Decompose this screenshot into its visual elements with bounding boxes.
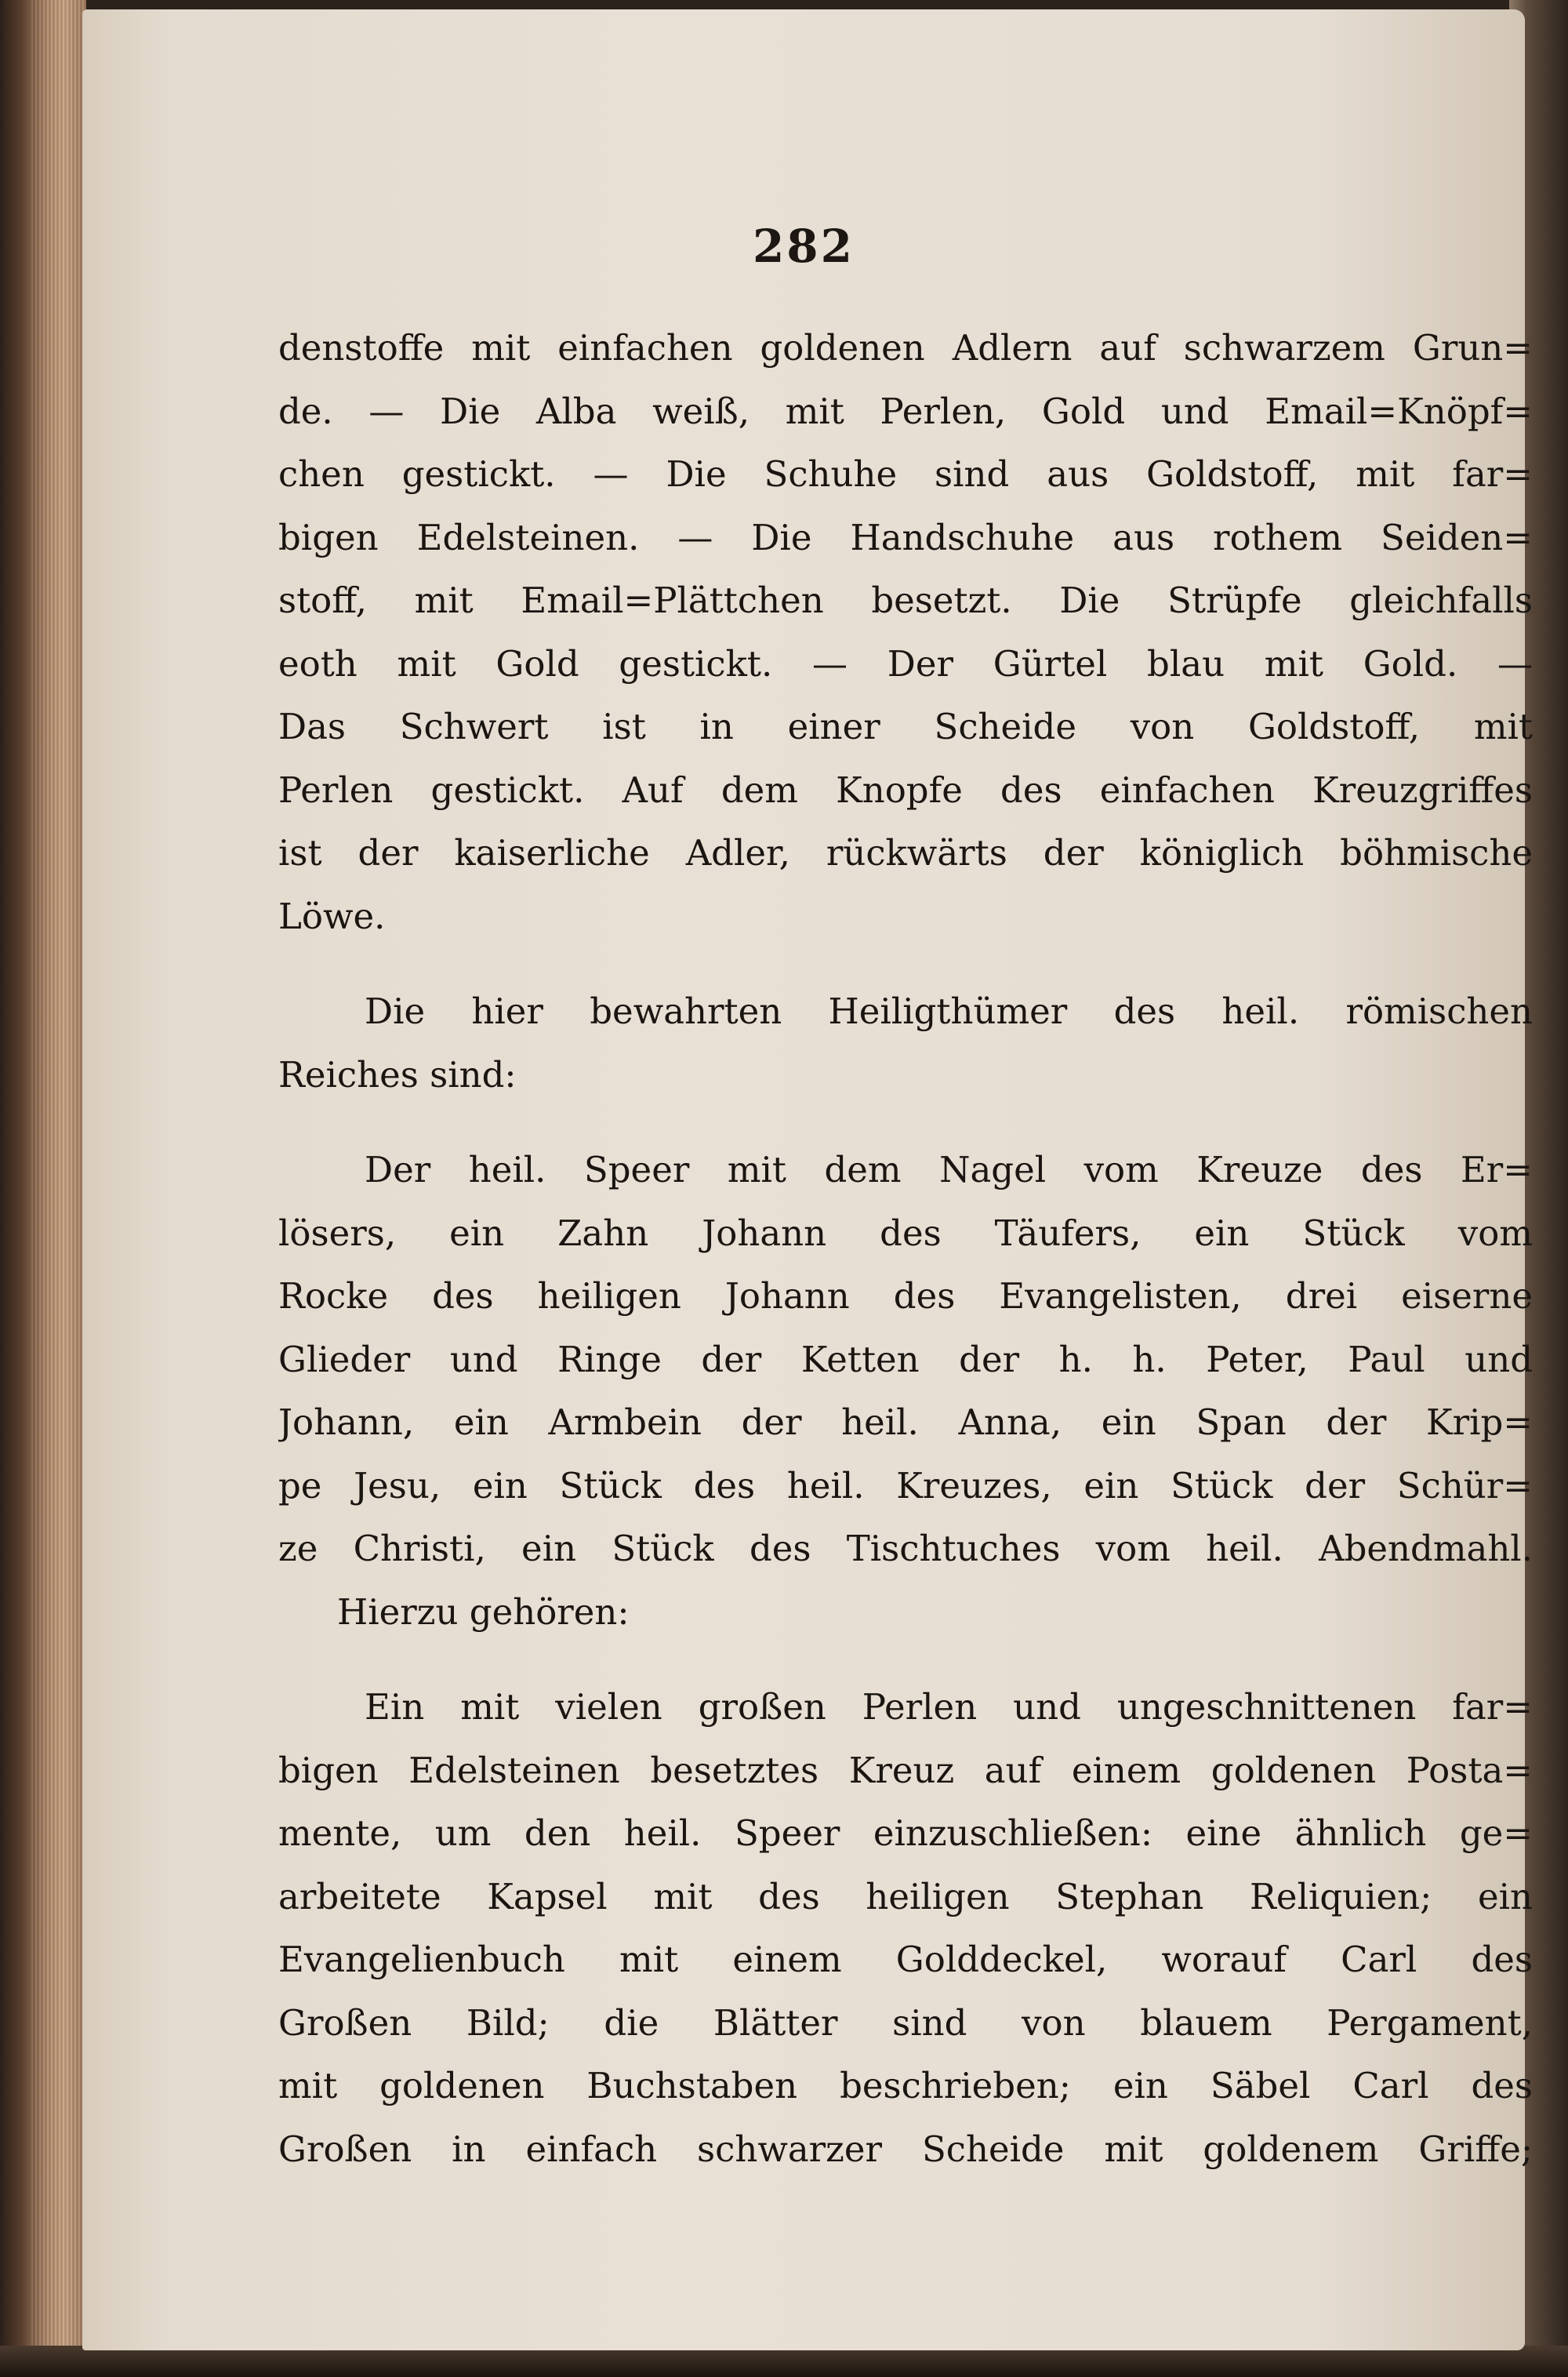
text-line: bigen Edelsteinen besetztes Kreuz auf einem goldenen Posta= [278, 1749, 1533, 1791]
text-line: pe Jesu, ein Stück des heil. Kreuzes, ein Stück der Schür= [278, 1464, 1533, 1507]
text-line: Großen Bild; die Blätter sind von blauem Pergament, [278, 2001, 1533, 2044]
text-line: chen gestickt. — Die Schuhe sind aus Goldstoff, mit far= [278, 453, 1533, 495]
bottom-book-edge [0, 2346, 1568, 2377]
text-line: Hierzu gehören: [337, 1590, 630, 1633]
book-page [82, 9, 1533, 2350]
text-line: mit goldenen Buchstaben beschrieben; ein Säbel Carl des [278, 2065, 1533, 2106]
text-line: arbeitete Kapsel mit des heiligen Stephan Reliquien; ein [278, 1875, 1533, 1917]
paragraph-start-line: Der heil. Speer mit dem Nagel vom Kreuze des Er= [365, 1149, 1533, 1190]
left-page-stack [31, 0, 86, 2377]
text-line: ze Christi, ein Stück des Tischtuches vom heil. Abendmahl. [278, 1528, 1533, 1569]
text-line: ist der kaiserliche Adler, rückwärts der königlich böhmische [278, 832, 1533, 874]
text-line: Das Schwert ist in einer Scheide von Goldstoff, mit [278, 706, 1533, 747]
text-line: Perlen gestickt. Auf dem Knopfe des einfachen Kreuzgriffes [278, 769, 1533, 811]
body-text [278, 317, 1533, 2181]
text-line: lösers, ein Zahn Johann des Täufers, ein Stück vom [278, 1212, 1533, 1254]
text-line: denstoffe mit einfachen goldenen Adlern auf schwarzem Grun= [278, 327, 1533, 369]
text-line: Löwe. [278, 895, 386, 937]
text-line: eoth mit Gold gestickt. — Der Gürtel blau mit Gold. — [278, 642, 1533, 685]
page-number: 282 [752, 220, 855, 273]
text-line: de. — Die Alba weiß, mit Perlen, Gold und Email=Knöpf= [278, 390, 1533, 432]
paragraph-start-line: Ein mit vielen großen Perlen und ungeschnittenen far= [365, 1686, 1533, 1728]
text-line: stoff, mit Email=Plättchen besetzt. Die Strüpfe gleichfalls [278, 580, 1533, 621]
text-line: Großen in einfach schwarzer Scheide mit goldenem Griffe; [278, 2128, 1533, 2170]
text-line: mente, um den heil. Speer einzuschließen: eine ähnlich ge= [278, 1812, 1533, 1854]
text-line: Evangelienbuch mit einem Golddeckel, worauf Carl des [278, 1939, 1533, 1980]
text-line: Reiches sind: [278, 1053, 517, 1096]
text-line: Johann, ein Armbein der heil. Anna, ein Span der Krip= [278, 1401, 1533, 1443]
paragraph-start-line: Die hier bewahrten Heiligthümer des heil. römischen [365, 990, 1533, 1032]
text-line: bigen Edelsteinen. — Die Handschuhe aus rothem Seiden= [278, 516, 1533, 558]
text-line: Glieder und Ringe der Ketten der h. h. Peter, Paul und [278, 1338, 1533, 1380]
text-line: Rocke des heiligen Johann des Evangelisten, drei eiserne [278, 1275, 1533, 1317]
